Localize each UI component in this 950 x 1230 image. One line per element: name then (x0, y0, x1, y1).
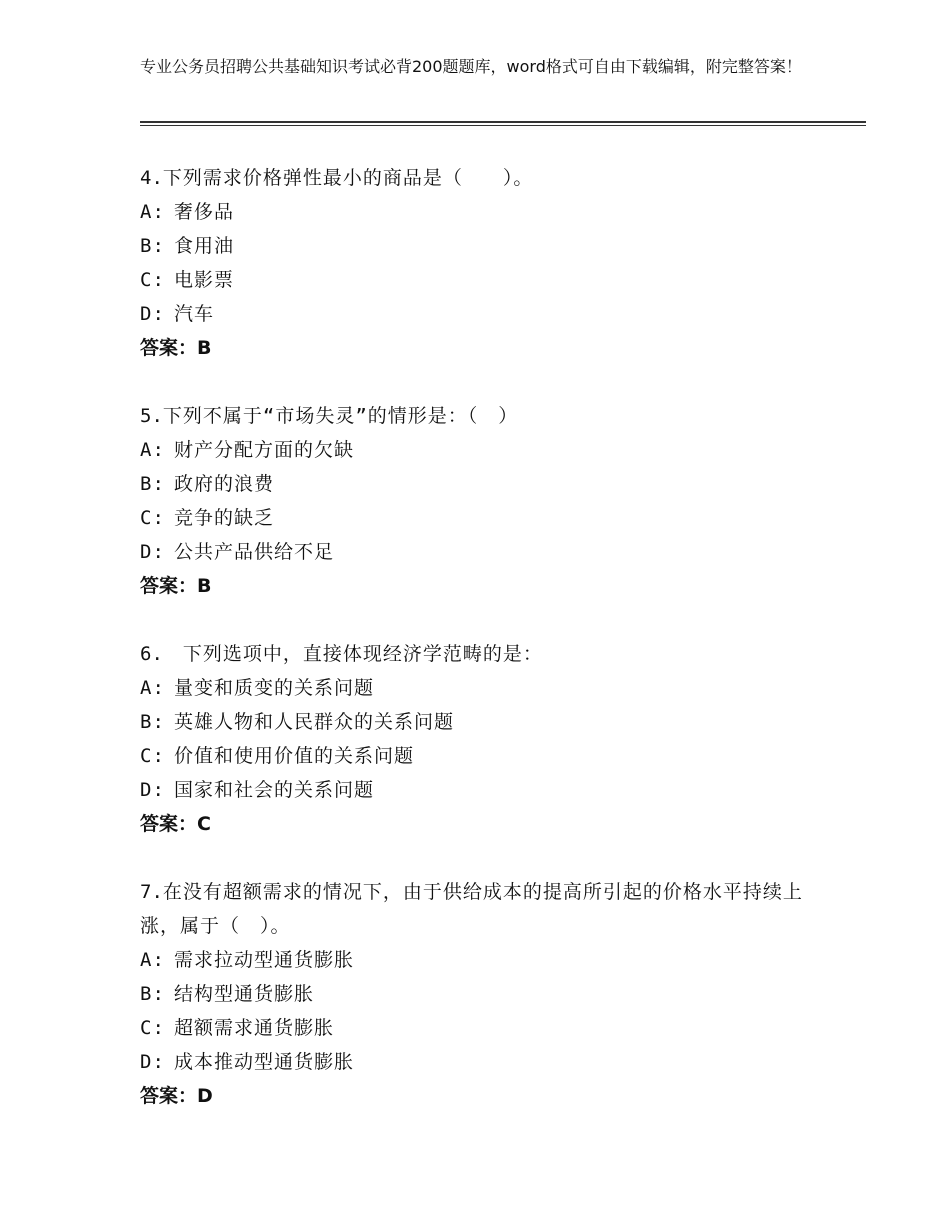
answer-line (140, 1079, 820, 1113)
option-a (140, 195, 820, 229)
option-a (140, 433, 820, 467)
option-key: A: (140, 677, 165, 699)
option-text: 价值和使用价值的关系问题 (174, 745, 415, 767)
option-d (140, 535, 820, 569)
answer-line (140, 569, 820, 603)
header-text: 专业公务员招聘公共基础知识考试必背200题题库，word格式可自由下载编辑，附完整答案！ (140, 57, 802, 76)
question-4 (140, 161, 820, 365)
option-b (140, 705, 820, 739)
answer-value: B (197, 575, 212, 597)
answer-value: D (197, 1085, 213, 1107)
question-number: 6. (140, 643, 163, 665)
question-5 (140, 399, 820, 603)
header-divider (140, 121, 866, 126)
option-key: C: (140, 745, 165, 767)
question-number: 5. (140, 405, 163, 427)
option-key: D: (140, 303, 165, 325)
page-header (140, 56, 830, 78)
question-stem (140, 399, 820, 433)
option-text: 竞争的缺乏 (174, 507, 275, 529)
question-text: 下列选项中，直接体现经济学范畴的是： (162, 643, 543, 665)
option-key: B: (140, 711, 165, 733)
answer-label: 答案： (140, 575, 198, 597)
option-key: D: (140, 541, 165, 563)
option-key: C: (140, 1017, 165, 1039)
option-key: A: (140, 201, 165, 223)
option-d (140, 297, 820, 331)
option-text: 成本推动型通货膨胀 (174, 1051, 355, 1073)
option-c (140, 501, 820, 535)
option-text: 财产分配方面的欠缺 (174, 439, 355, 461)
option-text: 汽车 (174, 303, 215, 325)
option-c (140, 263, 820, 297)
option-b (140, 229, 820, 263)
option-text: 奢侈品 (174, 201, 235, 223)
answer-line (140, 807, 820, 841)
option-c (140, 1011, 820, 1045)
option-a (140, 671, 820, 705)
option-text: 国家和社会的关系问题 (174, 779, 375, 801)
option-text: 量变和质变的关系问题 (174, 677, 375, 699)
question-stem (140, 161, 820, 195)
answer-label: 答案： (140, 1085, 198, 1107)
question-7 (140, 875, 820, 1113)
option-key: A: (140, 439, 165, 461)
answer-label: 答案： (140, 813, 198, 835)
option-key: B: (140, 235, 165, 257)
question-text: 下列需求价格弹性最小的商品是（ ）。 (162, 167, 534, 189)
option-text: 结构型通货膨胀 (174, 983, 315, 1005)
question-text: 在没有超额需求的情况下，由于供给成本的提高所引起的价格水平持续上涨，属于（ ）。 (140, 881, 803, 937)
option-key: C: (140, 269, 165, 291)
question-stem (140, 875, 820, 943)
question-number: 7. (140, 881, 163, 903)
question-stem (140, 637, 820, 671)
answer-line (140, 331, 820, 365)
option-key: D: (140, 779, 165, 801)
option-text: 需求拉动型通货膨胀 (174, 949, 355, 971)
option-text: 政府的浪费 (174, 473, 275, 495)
option-key: A: (140, 949, 165, 971)
option-text: 食用油 (174, 235, 235, 257)
option-text: 超额需求通货膨胀 (174, 1017, 335, 1039)
option-d (140, 1045, 820, 1079)
option-text: 英雄人物和人民群众的关系问题 (174, 711, 455, 733)
option-key: B: (140, 983, 165, 1005)
option-text: 电影票 (174, 269, 235, 291)
option-key: B: (140, 473, 165, 495)
answer-label: 答案： (140, 337, 198, 359)
option-d (140, 773, 820, 807)
divider-thick-line (140, 121, 866, 123)
option-c (140, 739, 820, 773)
option-key: D: (140, 1051, 165, 1073)
option-b (140, 977, 820, 1011)
question-6 (140, 637, 820, 841)
question-list (140, 161, 820, 1147)
question-number: 4. (140, 167, 163, 189)
answer-value: C (197, 813, 211, 835)
option-key: C: (140, 507, 165, 529)
option-text: 公共产品供给不足 (174, 541, 335, 563)
question-text: 下列不属于“市场失灵”的情形是：（ ） (162, 405, 519, 427)
option-b (140, 467, 820, 501)
option-a (140, 943, 820, 977)
answer-value: B (197, 337, 212, 359)
divider-thin-line (140, 125, 866, 126)
